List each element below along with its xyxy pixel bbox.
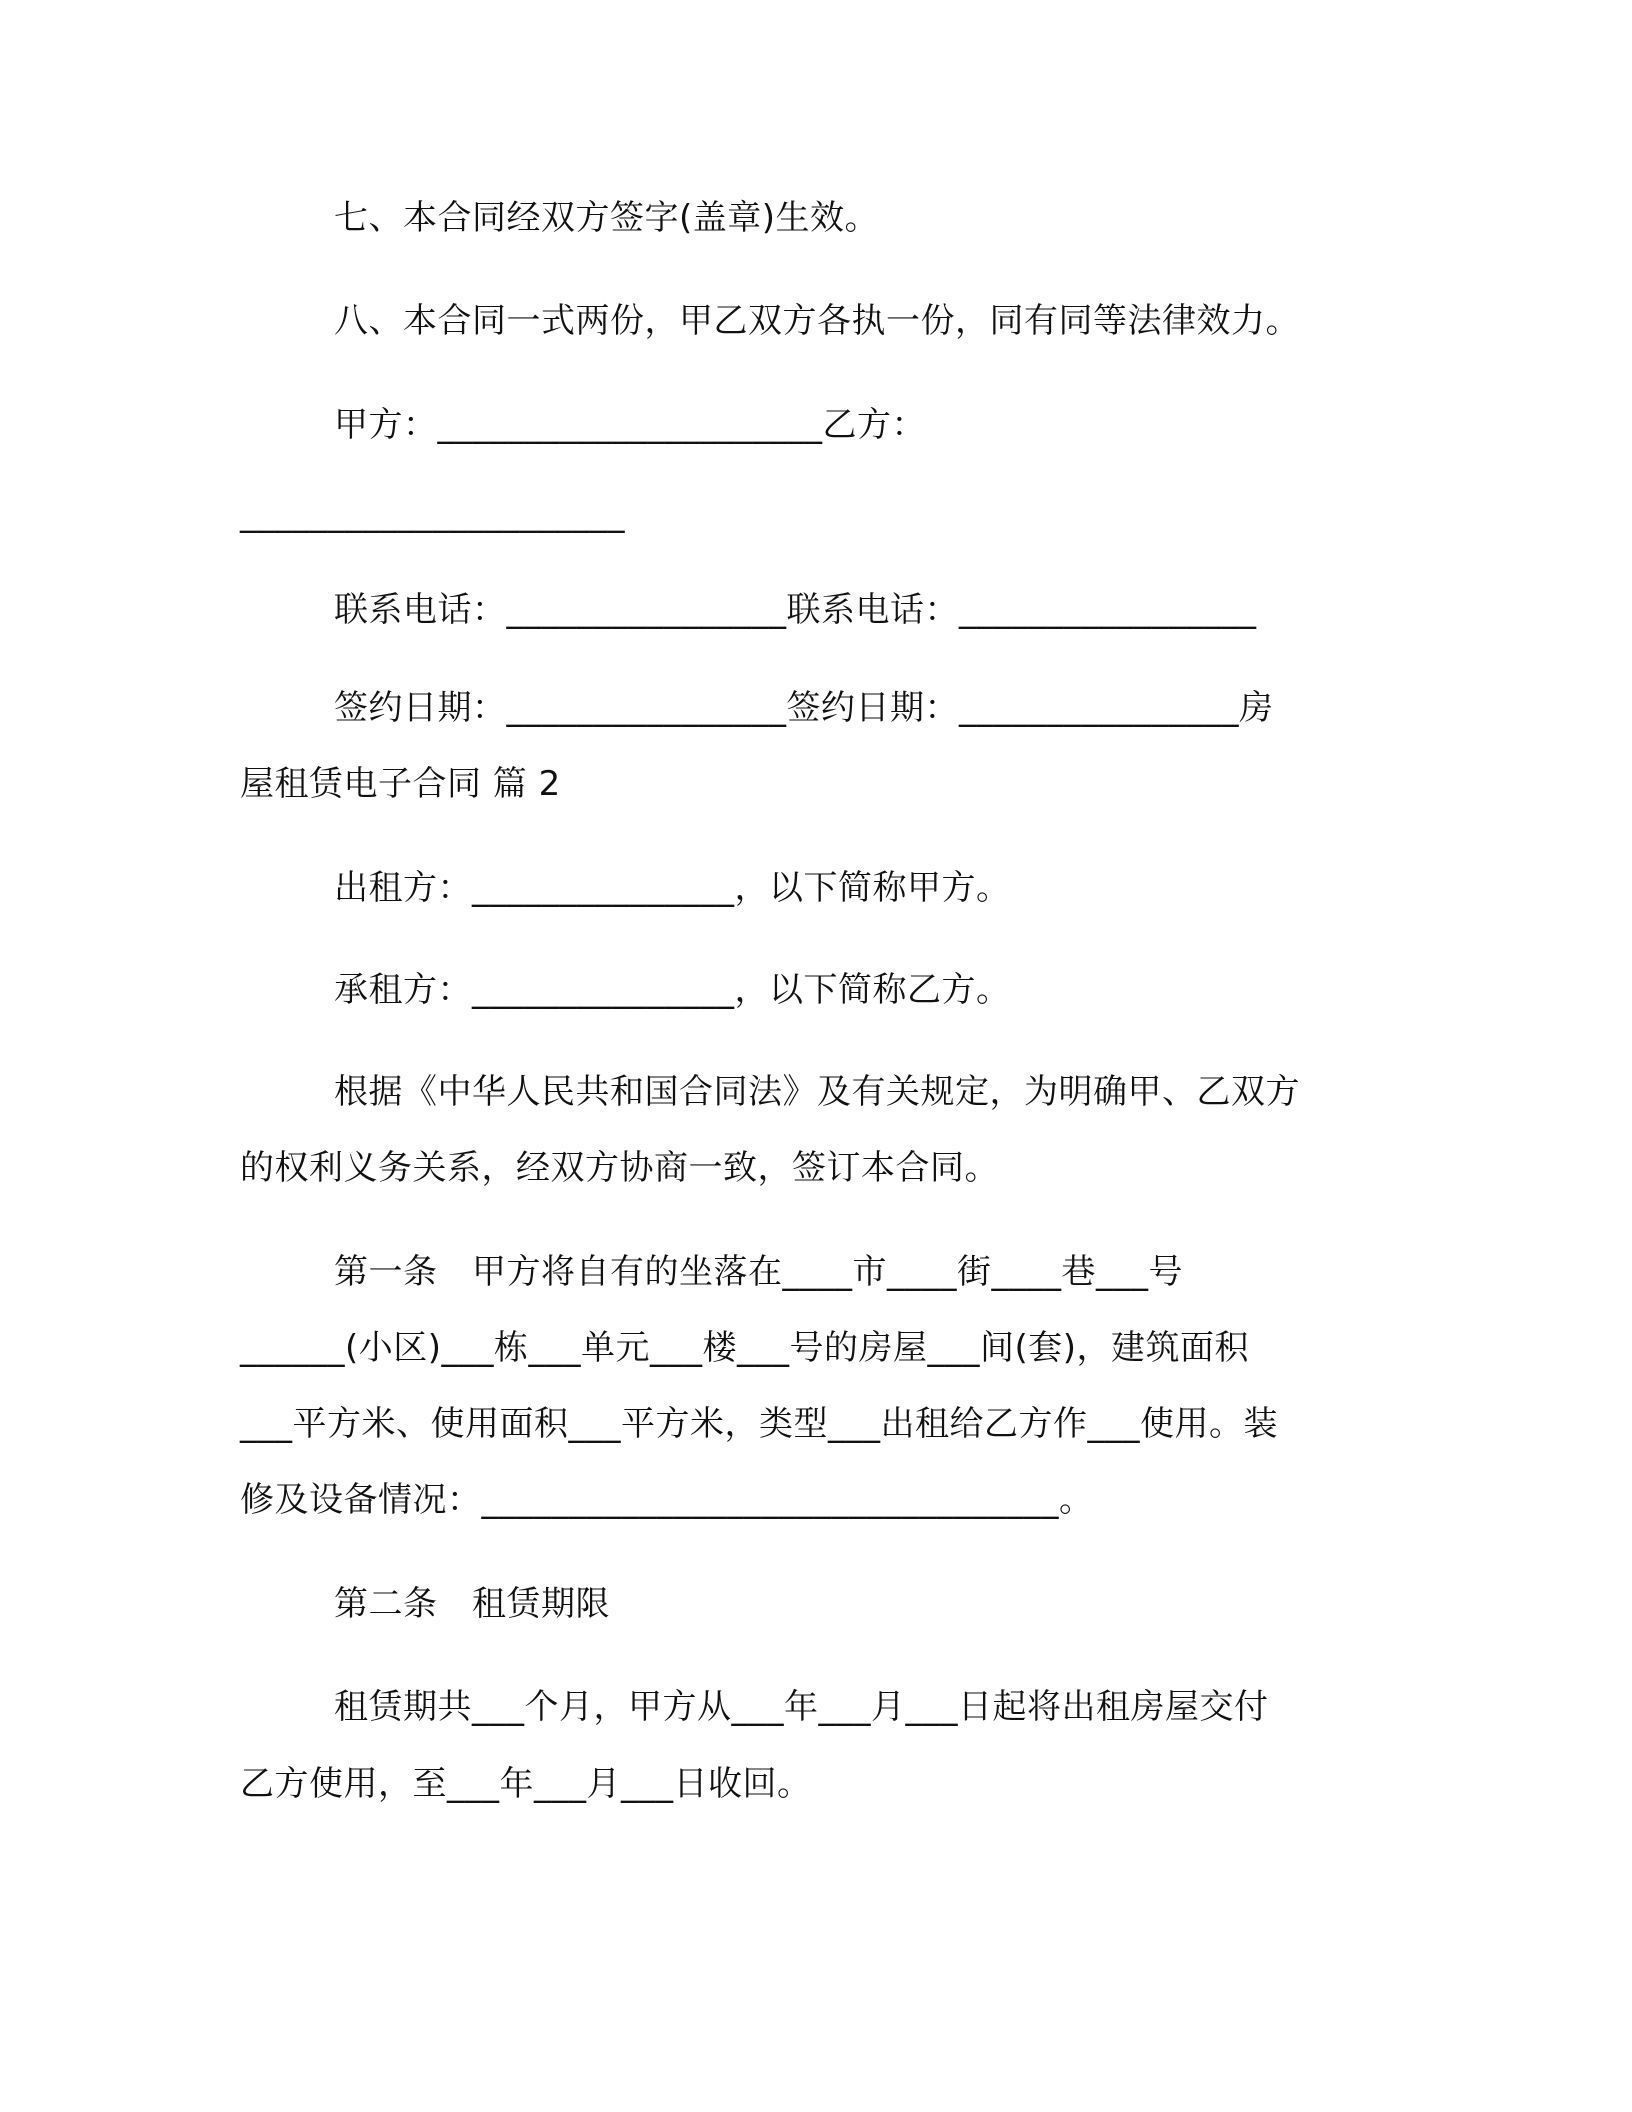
article-1-line-3: ___平方米、使用面积___平方米，类型___出租给乙方作___使用。装 [240, 1404, 1278, 1444]
article-2-heading: 第二条 租赁期限 [334, 1584, 610, 1624]
preamble-line-1: 根据《中华人民共和国合同法》及有关规定，为明确甲、乙双方 [334, 1072, 1300, 1112]
lessor-line: 出租方：_______________，以下简称甲方。 [334, 868, 1011, 908]
preamble-line-2: 的权利义务关系，经双方协商一致，签订本合同。 [240, 1148, 999, 1188]
section-title: 屋租赁电子合同 篇 2 [240, 764, 561, 804]
clause-7-text: 七、本合同经双方签字(盖章)生效。 [334, 198, 880, 238]
party-b-signature-blank: ______________________ [240, 494, 625, 534]
article-2-line-2: 乙方使用，至___年___月___日收回。 [240, 1764, 812, 1804]
article-2-line-1: 租赁期共___个月，甲方从___年___月___日起将出租房屋交付 [334, 1687, 1269, 1727]
lessee-line: 承租方：_______________，以下简称乙方。 [334, 970, 1011, 1010]
article-1-line-2: ______(小区)___栋___单元___楼___号的房屋___间(套)，建筑面积 [240, 1328, 1250, 1368]
sign-date-line: 签约日期：________________签约日期：________________房 [334, 688, 1274, 728]
phone-line: 联系电话：________________联系电话：_________________ [334, 590, 1257, 630]
clause-8-text: 八、本合同一式两份，甲乙双方各执一份，同有同等法律效力。 [334, 301, 1300, 341]
article-1-line-1: 第一条 甲方将自有的坐落在____市____街____巷___号 [334, 1252, 1183, 1292]
article-1-line-4: 修及设备情况：_________________________________。 [240, 1480, 1094, 1520]
party-signature-line: 甲方：______________________乙方： [334, 405, 926, 445]
